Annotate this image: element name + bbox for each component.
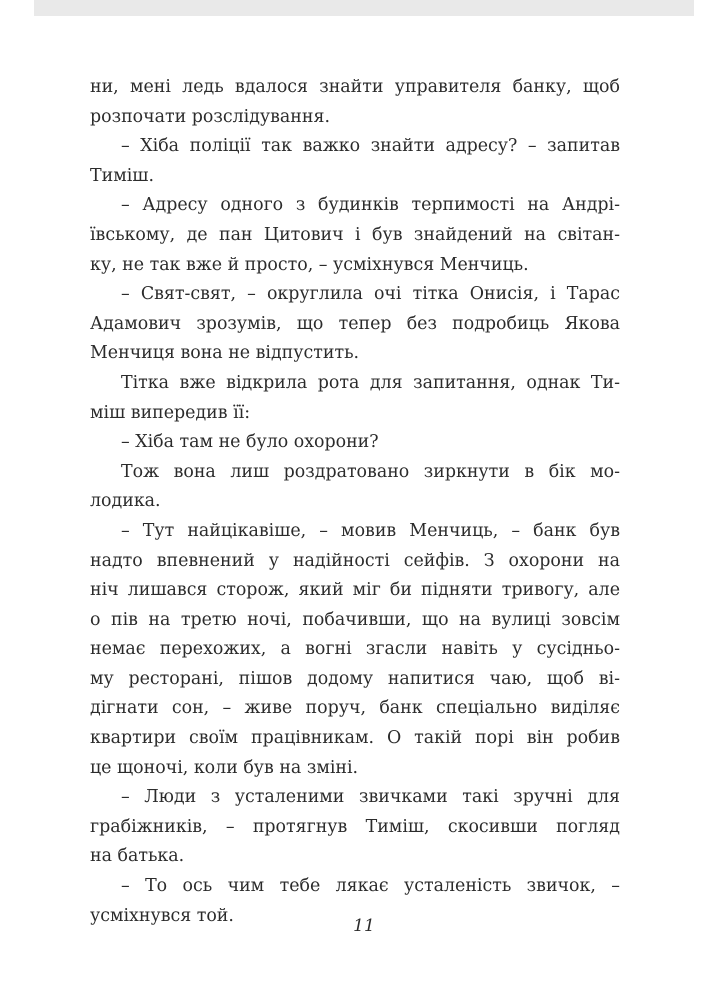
text-line: грабіжників, – протягнув Тиміш, скосивши погляд [90, 816, 620, 837]
text-line: му ресторані, пішов додому напитися чаю, щоб ві- [90, 668, 620, 689]
text-line: квартири своїм працівникам. О такій порі він робив [90, 728, 620, 749]
text-line: – То ось чим тебе лякає усталеність звичок, – [121, 876, 620, 897]
text-line: міш випередив її: [90, 402, 251, 423]
page-number: 11 [353, 916, 375, 936]
text-line: ку, не так вже й просто, – усміхнувся Менчиць. [90, 254, 529, 275]
text-line: розпочати розслідування. [90, 106, 330, 127]
text-line: лодика. [90, 491, 161, 512]
text-line: Менчиця вона не відпустить. [90, 343, 360, 364]
text-line: надто впевнений у надійності сейфів. З охорони на [90, 550, 620, 571]
text-line: дігнати сон, – живе поруч, банк спеціально виділяє [90, 698, 620, 719]
text-line: усміхнувся той. [90, 905, 234, 926]
body-text [90, 73, 620, 931]
text-line: ївському, де пан Цитович і був знайдений на світан- [90, 224, 620, 245]
text-line: – Тут найцікавіше, – мовив Менчиць, – банк був [121, 520, 620, 541]
text-line: немає перехожих, а вогні згасли навіть у сусідньо- [90, 639, 620, 660]
previous-page-edge [34, 0, 694, 16]
text-line: Тож вона лиш роздратовано зиркнути в бік мо- [121, 461, 620, 482]
text-line: Тиміш. [90, 165, 154, 186]
text-line: о пів на третю ночі, побачивши, що на вулиці зовсім [90, 609, 620, 630]
text-line: ніч лишався сторож, який міг би підняти тривогу, але [90, 580, 620, 601]
text-line: – Адресу одного з будинків терпимості на Андрі- [121, 195, 620, 216]
text-line: на батька. [90, 846, 185, 867]
text-line: – Люди з усталеними звичками такі зручні для [121, 787, 620, 808]
text-line: – Хіба поліції так важко знайти адресу? – запитав [121, 136, 620, 157]
text-line: Тітка вже відкрила рота для запитання, однак Ти- [121, 372, 620, 393]
text-line: – Свят-свят, – округлила очі тітка Онисія, і Тарас [121, 284, 620, 305]
text-line: Адамович зрозумів, що тепер без подробиць Якова [90, 313, 620, 334]
text-line: – Хіба там не було охорони? [121, 432, 379, 453]
text-line: ни, мені ледь вдалося знайти управителя банку, щоб [90, 77, 620, 97]
text-line: це щоночі, коли був на зміні. [90, 757, 359, 778]
